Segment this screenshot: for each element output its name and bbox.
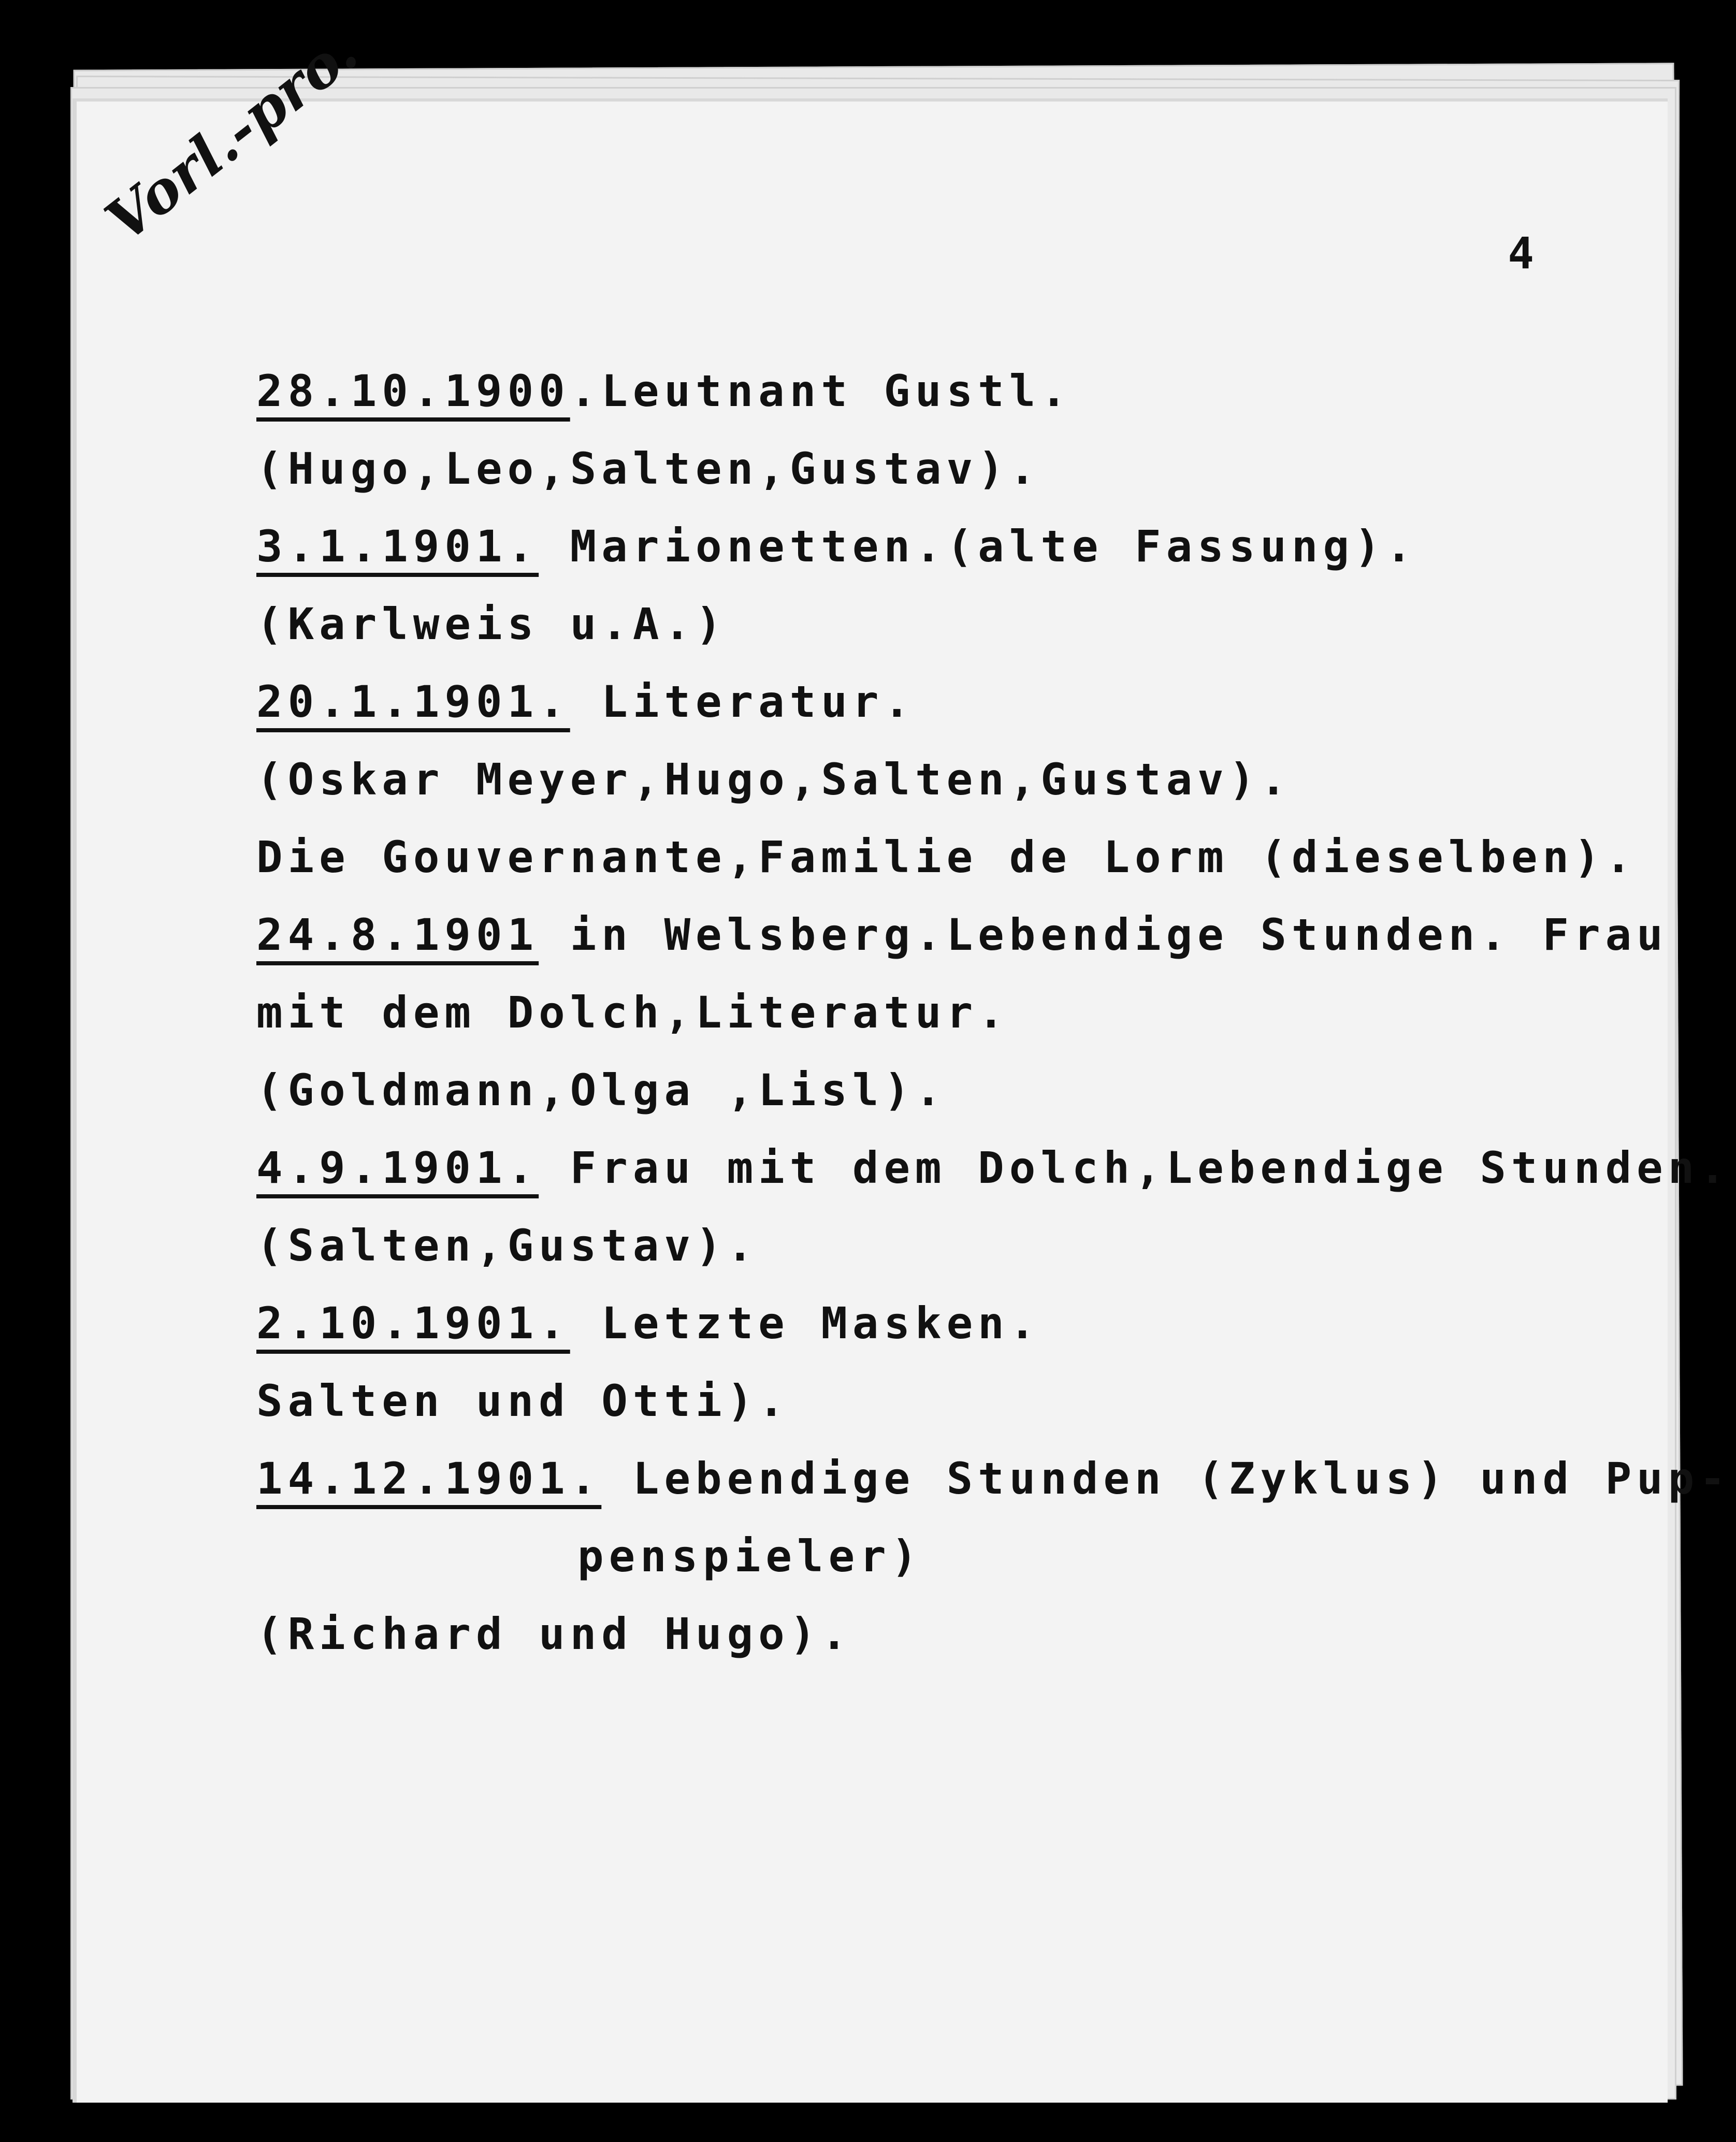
entry-line: Die Gouvernante,Familie de Lorm (dieselben). [256, 832, 1637, 882]
entry-date: 24.8.1901 [256, 909, 539, 960]
entry-date: 20.1.1901. [256, 676, 570, 727]
entry-text: Frau mit dem Dolch,Lebendige Stunden. [539, 1142, 1731, 1193]
entry-line: Salten und Otti). [256, 1376, 790, 1426]
entry-line [256, 1440, 1731, 1517]
entry-date: 28.10.1900 [256, 366, 570, 416]
entry-line [256, 1129, 1731, 1207]
entry-line: (Richard und Hugo). [256, 1609, 852, 1659]
entry-list [256, 352, 1731, 1673]
entry-text: Letzte Masken. [570, 1298, 1041, 1349]
entry-date: 4.9.1901. [256, 1142, 539, 1193]
entry-line: (Goldmann,Olga ,Lisl). [256, 1065, 947, 1116]
entry-line: mit dem Dolch,Literatur. [256, 987, 1009, 1038]
entry-text: Literatur. [570, 676, 916, 727]
page-number: 4 [1508, 228, 1534, 279]
entry-line [256, 508, 1551, 585]
entry-date: 2.10.1901. [256, 1298, 570, 1349]
entry-line: (Salten,Gustav). [256, 1220, 759, 1271]
entry-line: (Karlweis u.A.) [256, 599, 727, 649]
entry-line: (Hugo,Leo,Salten,Gustav). [256, 443, 1041, 494]
entry-text: in Welsberg.Lebendige Stunden. Frau [539, 909, 1668, 960]
entry-line: penspieler) [577, 1531, 923, 1582]
entry-line [256, 663, 1551, 741]
entry-line [256, 896, 1668, 974]
entry-date: 14.12.1901. [256, 1453, 602, 1504]
handwritten-annotation: Vorl.-pro. [93, 18, 370, 255]
entry-text: Marionetten.(alte Fassung). [539, 521, 1417, 572]
entry-date: 3.1.1901. [256, 521, 539, 572]
entry-text: .Leutnant Gustl. [570, 366, 1072, 416]
entry-line [256, 352, 1551, 430]
entry-line [256, 1284, 1551, 1362]
entry-text: Lebendige Stunden (Zyklus) und Pup- [601, 1453, 1731, 1504]
entry-line: (Oskar Meyer,Hugo,Salten,Gustav). [256, 754, 1292, 805]
